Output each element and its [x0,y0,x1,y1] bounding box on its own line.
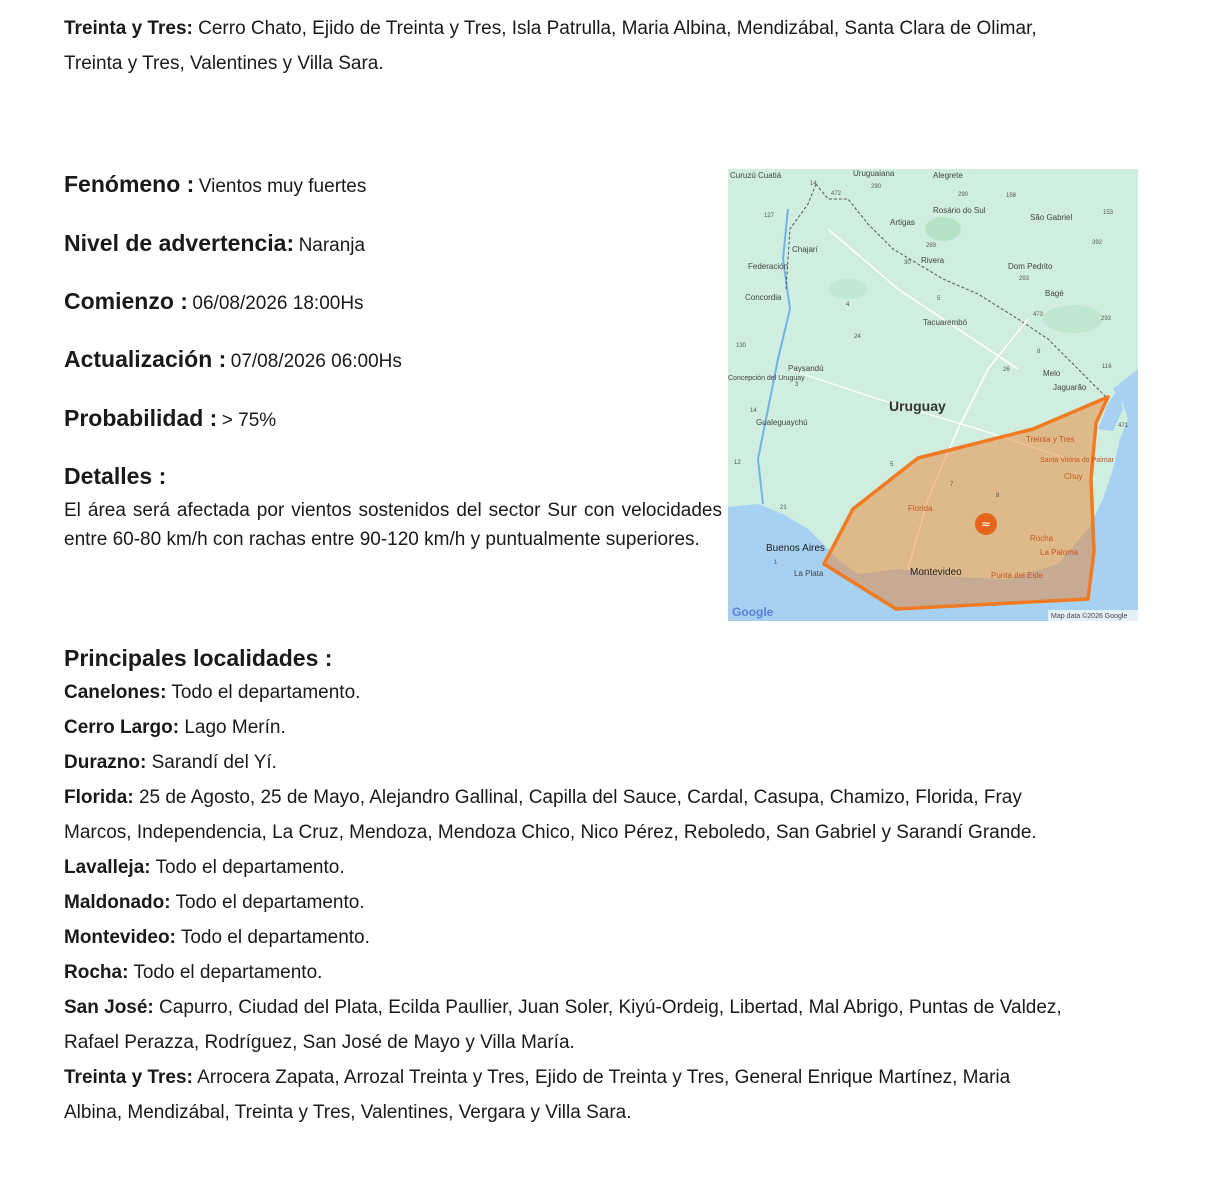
road-shield: 1 [774,560,778,566]
fenomeno-label: Fenómeno : [64,171,195,197]
road-shield: 127 [764,213,775,219]
locality-line [64,745,277,780]
road-shield: 293 [1101,316,1112,322]
locality-text: Capurro, Ciudad del Plata, Ecilda Paullier, Juan Soler, Kiyú-Ordeig, Libertad, Mal Abrigo, Puntas de Valdez, [153,997,1062,1018]
map-city-la-plata: La Plata [794,569,824,578]
locality-line-cont: Albina, Mendizábal, Treinta y Tres, Valentines, Vergara y Villa Sara. [64,1102,632,1123]
locality-text: Todo el departamento. [150,857,345,878]
map-city-sao-gabriel: São Gabriel [1030,213,1073,222]
locality-line [64,675,360,710]
road-shield: 12 [734,460,741,466]
locality-label: Treinta y Tres: [64,1067,193,1088]
road-shield: 7 [950,482,954,488]
road-shield: 290 [958,192,969,198]
road-shield: 26 [1003,367,1010,373]
map-city-chuy: Chuy [1064,472,1083,481]
locality-line [64,920,370,955]
map-city-montevideo: Montevideo [910,567,962,578]
road-shield: 290 [871,184,882,190]
locality-label: Maldonado: [64,892,171,913]
road-shield: 293 [1019,276,1030,282]
road-shield: 8 [1037,349,1041,355]
locality-line [64,1060,1010,1095]
localidades-title: Principales localidades : [64,645,333,671]
fenomeno-value: Vientos muy fuertes [198,176,367,197]
locality-text: Sarandí del Yí. [146,752,277,773]
top-locality-text: Cerro Chato, Ejido de Treinta y Tres, Isla Patrulla, Maria Albina, Mendizábal, Santa Clara de Olimar, [192,18,1037,39]
nivel-value: Naranja [298,235,366,256]
road-shield: 472 [831,191,842,197]
map-city-gualeguaychu: Gualeguaychú [756,418,808,427]
locality-text: Arrocera Zapata, Arrozal Treinta y Tres, Ejido de Treinta y Tres, General Enrique Martínez, Maria [192,1067,1011,1088]
locality-text: Lago Merín. [179,717,286,738]
road-shield: 8 [996,493,1000,499]
actualizacion-value: 07/08/2026 06:00Hs [230,351,402,372]
map-city-paysandu: Paysandú [788,364,824,373]
nivel-label: Nivel de advertencia: [64,230,295,256]
road-shield: 473 [1033,312,1044,318]
locality-line [64,710,286,745]
locality-line [64,780,1022,815]
map-country-label: Uruguay [889,398,946,414]
wind-icon-glyph: ≈ [980,517,992,531]
map-city-melo: Melo [1043,369,1061,378]
road-shield: 116 [1102,364,1112,370]
locality-label: Rocha: [64,962,129,983]
field-actualizacion [64,346,402,373]
forest-patch [828,279,868,299]
locality-line-cont: Rafael Perazza, Rodríguez, San José de Mayo y Villa María. [64,1032,575,1053]
locality-label: San José: [64,997,154,1018]
field-comienzo [64,288,364,315]
map-city-rocha: Rocha [1030,534,1054,543]
road-shield: 3 [795,382,799,388]
field-fenomeno [64,171,366,198]
warning-map[interactable] [728,169,1138,621]
road-shield: 5 [890,462,894,468]
road-shield: 392 [1092,240,1103,246]
map-city-dom-pedrito: Dom Pedrito [1008,262,1053,271]
field-probabilidad [64,405,276,432]
map-city-concordia: Concordia [745,293,782,302]
map-city-alegrete: Alegrete [933,171,963,180]
locality-line-cont: Marcos, Independencia, La Cruz, Mendoza, Mendoza Chico, Nico Pérez, Reboledo, San Gabriel y Sarandí Grande. [64,822,1037,843]
probabilidad-value: > 75% [221,410,277,431]
locality-label: Florida: [64,787,134,808]
map-attribution: Map data ©2026 Google [1051,613,1128,620]
map-city-curuzu-cuatia: Curuzú Cuatiá [730,171,782,180]
map-city-federacion: Federación [748,262,789,271]
forest-patch [1043,305,1103,333]
google-logo: Google [732,605,774,619]
locality-text: Todo el departamento. [128,962,323,983]
map-svg [728,169,1138,621]
locality-text: Todo el departamento. [166,682,361,703]
map-city-jaguarao: Jaguarão [1053,383,1087,392]
details-title: Detalles : [64,463,167,489]
road-shield: 30 [904,260,911,266]
locality-label: Cerro Largo: [64,717,180,738]
map-city-la-paloma: La Paloma [1040,548,1079,557]
road-shield: 5 [937,296,941,302]
comienzo-label: Comienzo : [64,288,188,314]
road-shield: 14 [750,408,757,414]
map-city-punta-del-este: Punta del Este [991,571,1044,580]
details-text: El área será afectada por vientos sostenidos del sector Sur con velocidades entre 60-80 km/h con rachas entre 90-120 km/h y puntualmente superiores. [64,500,722,550]
locality-text: Todo el departamento. [175,927,370,948]
map-city-tacuarembo: Tacuarembó [923,318,968,327]
field-nivel [64,230,365,257]
map-city-uruguaiana: Uruguaiana [853,169,895,178]
locality-label: Durazno: [64,752,147,773]
map-city-florida: Florida [908,504,933,513]
road-shield: 293 [926,243,937,249]
road-shield: 24 [854,334,861,340]
top-locality-line-cont: Treinta y Tres, Valentines y Villa Sara. [64,53,384,74]
map-city-artigas: Artigas [890,218,915,227]
comienzo-value: 06/08/2026 18:00Hs [192,293,364,314]
road-shield: 471 [1118,423,1129,429]
map-city-rivera: Rivera [921,256,945,265]
locality-text: Todo el departamento. [170,892,365,913]
locality-label: Lavalleja: [64,857,151,878]
locality-label: Montevideo: [64,927,176,948]
road-shield: 14 [810,181,817,187]
map-city-rosario-do-sul: Rosário do Sul [933,206,986,215]
locality-line [64,955,322,990]
road-shield: 4 [846,302,850,308]
road-shield: 21 [780,505,787,511]
map-city-treinta-y-tres: Treinta y Tres [1026,435,1075,444]
map-city-chajari: Chajarí [792,245,818,254]
road-shield: 158 [1006,193,1017,199]
probabilidad-label: Probabilidad : [64,405,218,431]
locality-label: Canelones: [64,682,167,703]
map-city-buenos-aires: Buenos Aires [766,543,825,554]
locality-line [64,990,1062,1025]
top-locality-label: Treinta y Tres: [64,18,193,39]
actualizacion-label: Actualización : [64,346,227,372]
locality-line [64,850,345,885]
map-city-santa-vitoria: Santa Vitória do Palmar [1040,457,1114,464]
locality-text: 25 de Agosto, 25 de Mayo, Alejandro Gallinal, Capilla del Sauce, Cardal, Casupa, Chamizo, Florida, Fray [133,787,1022,808]
road-shield: 153 [1103,210,1114,216]
forest-patch [925,217,961,241]
top-locality-line [64,11,1037,46]
map-city-bage: Bagé [1045,289,1064,298]
road-shield: 130 [736,343,747,349]
locality-line [64,885,365,920]
map-city-concepcion: Concepción del Uruguay [728,375,805,382]
